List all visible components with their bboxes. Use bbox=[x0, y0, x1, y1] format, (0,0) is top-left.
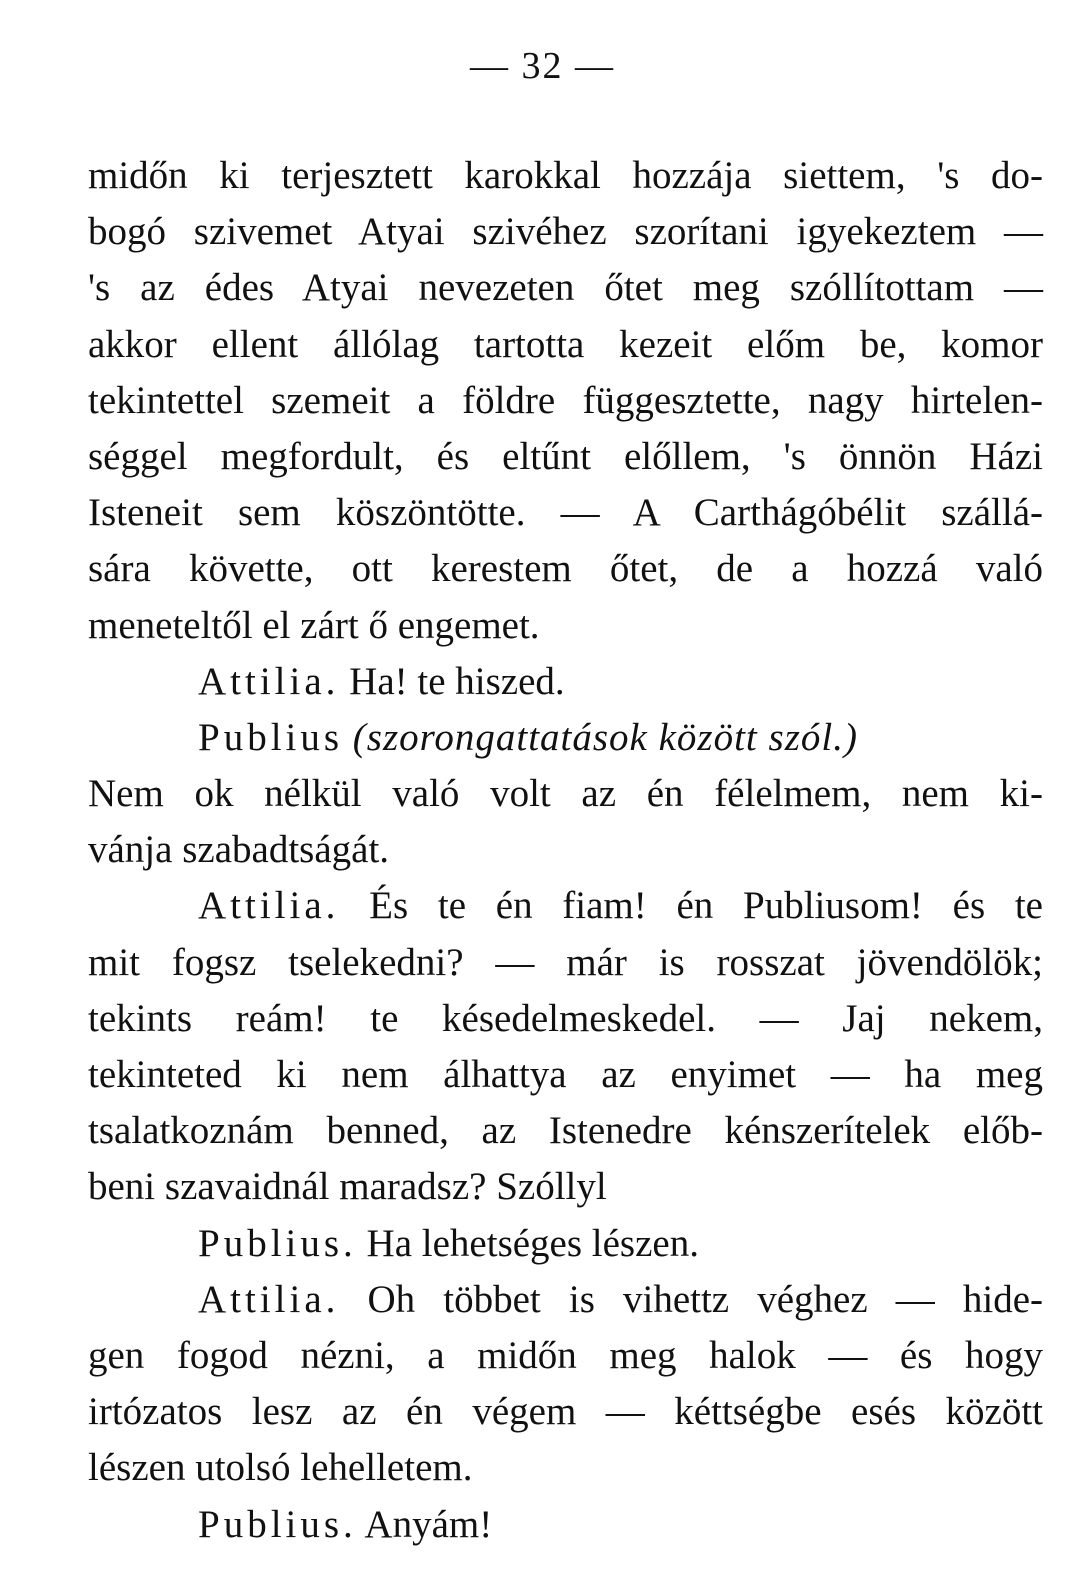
text-line: lészen utolsó lehelletem. bbox=[88, 1446, 473, 1490]
dialogue-line bbox=[88, 878, 1043, 934]
body-text bbox=[88, 148, 1043, 1553]
text-line: sára követte, ott kerestem őtet, de a hozzá való bbox=[88, 547, 1043, 591]
text-line: tekinteted ki nem álhattya az enyimet — ha meg bbox=[88, 1053, 1043, 1096]
dialogue-line bbox=[88, 1272, 1043, 1328]
text-line: Nem ok nélkül való volt az én félelmem, nem ki- bbox=[88, 772, 1043, 816]
text-line: tekintettel szemeit a földre függesztette, nagy hirtelen- bbox=[88, 378, 1043, 422]
speech-text: Anyám! bbox=[364, 1502, 493, 1546]
text-line: mit fogsz tselekedni? — már is rosszat jövendölök; bbox=[88, 940, 1043, 984]
text-line: meneteltől el zárt ő engemet. bbox=[88, 603, 540, 647]
speaker-name: Attilia. bbox=[198, 1277, 340, 1321]
text-line: midőn ki terjesztett karokkal hozzája siettem, 's do- bbox=[88, 154, 1043, 197]
speaker-name: Attilia. bbox=[198, 884, 340, 928]
text-line: beni szavaidnál maradsz? Szóllyl bbox=[88, 1165, 607, 1209]
dialogue-line bbox=[88, 654, 1043, 710]
speaker-name: Publius bbox=[198, 715, 344, 759]
text-line: séggel megfordult, és eltűnt előllem, 's önnön Házi bbox=[88, 434, 1043, 478]
text-line: tsalatkoznám benned, az Istenedre kénszerítelek előb- bbox=[88, 1109, 1043, 1153]
speech-text: Ha! te hiszed. bbox=[349, 659, 565, 703]
text-line: bogó szivemet Atyai szivéhez szorítani igyekeztem — bbox=[88, 210, 1043, 254]
text-line: irtózatos lesz az én végem — kéttségbe esés között bbox=[88, 1390, 1043, 1434]
text-line: Isteneit sem köszöntötte. — A Carthágóbélit szállá- bbox=[88, 491, 1043, 535]
dialogue-line bbox=[88, 1216, 1043, 1272]
text-line: akkor ellent állólag tartotta kezeit előm be, komor bbox=[88, 322, 1043, 366]
text-line: 's az édes Atyai nevezeten őtet meg szóllítottam — bbox=[88, 266, 1043, 310]
text-line: tekints reám! te késedelmeskedel. — Jaj nekem, bbox=[88, 996, 1043, 1040]
speech-text: Ha lehetséges lészen. bbox=[366, 1221, 699, 1265]
speaker-name: Publius. bbox=[198, 1502, 357, 1546]
dialogue-line bbox=[88, 710, 1043, 766]
speaker-name: Publius. bbox=[198, 1221, 357, 1265]
speech-text: És te én fiam! én Publiusom! és te bbox=[369, 884, 1043, 928]
stage-direction: (szorongattatások között szól.) bbox=[352, 715, 858, 759]
page-number: — 32 — bbox=[470, 45, 615, 87]
text-line: vánja szabadtságát. bbox=[88, 828, 390, 872]
speech-text: Oh többet is vihettz véghez — hide- bbox=[367, 1277, 1043, 1321]
speaker-name: Attilia. bbox=[198, 659, 340, 703]
dialogue-line bbox=[88, 1497, 1043, 1553]
text-line: gen fogod nézni, a midőn meg halok — és hogy bbox=[88, 1333, 1043, 1377]
